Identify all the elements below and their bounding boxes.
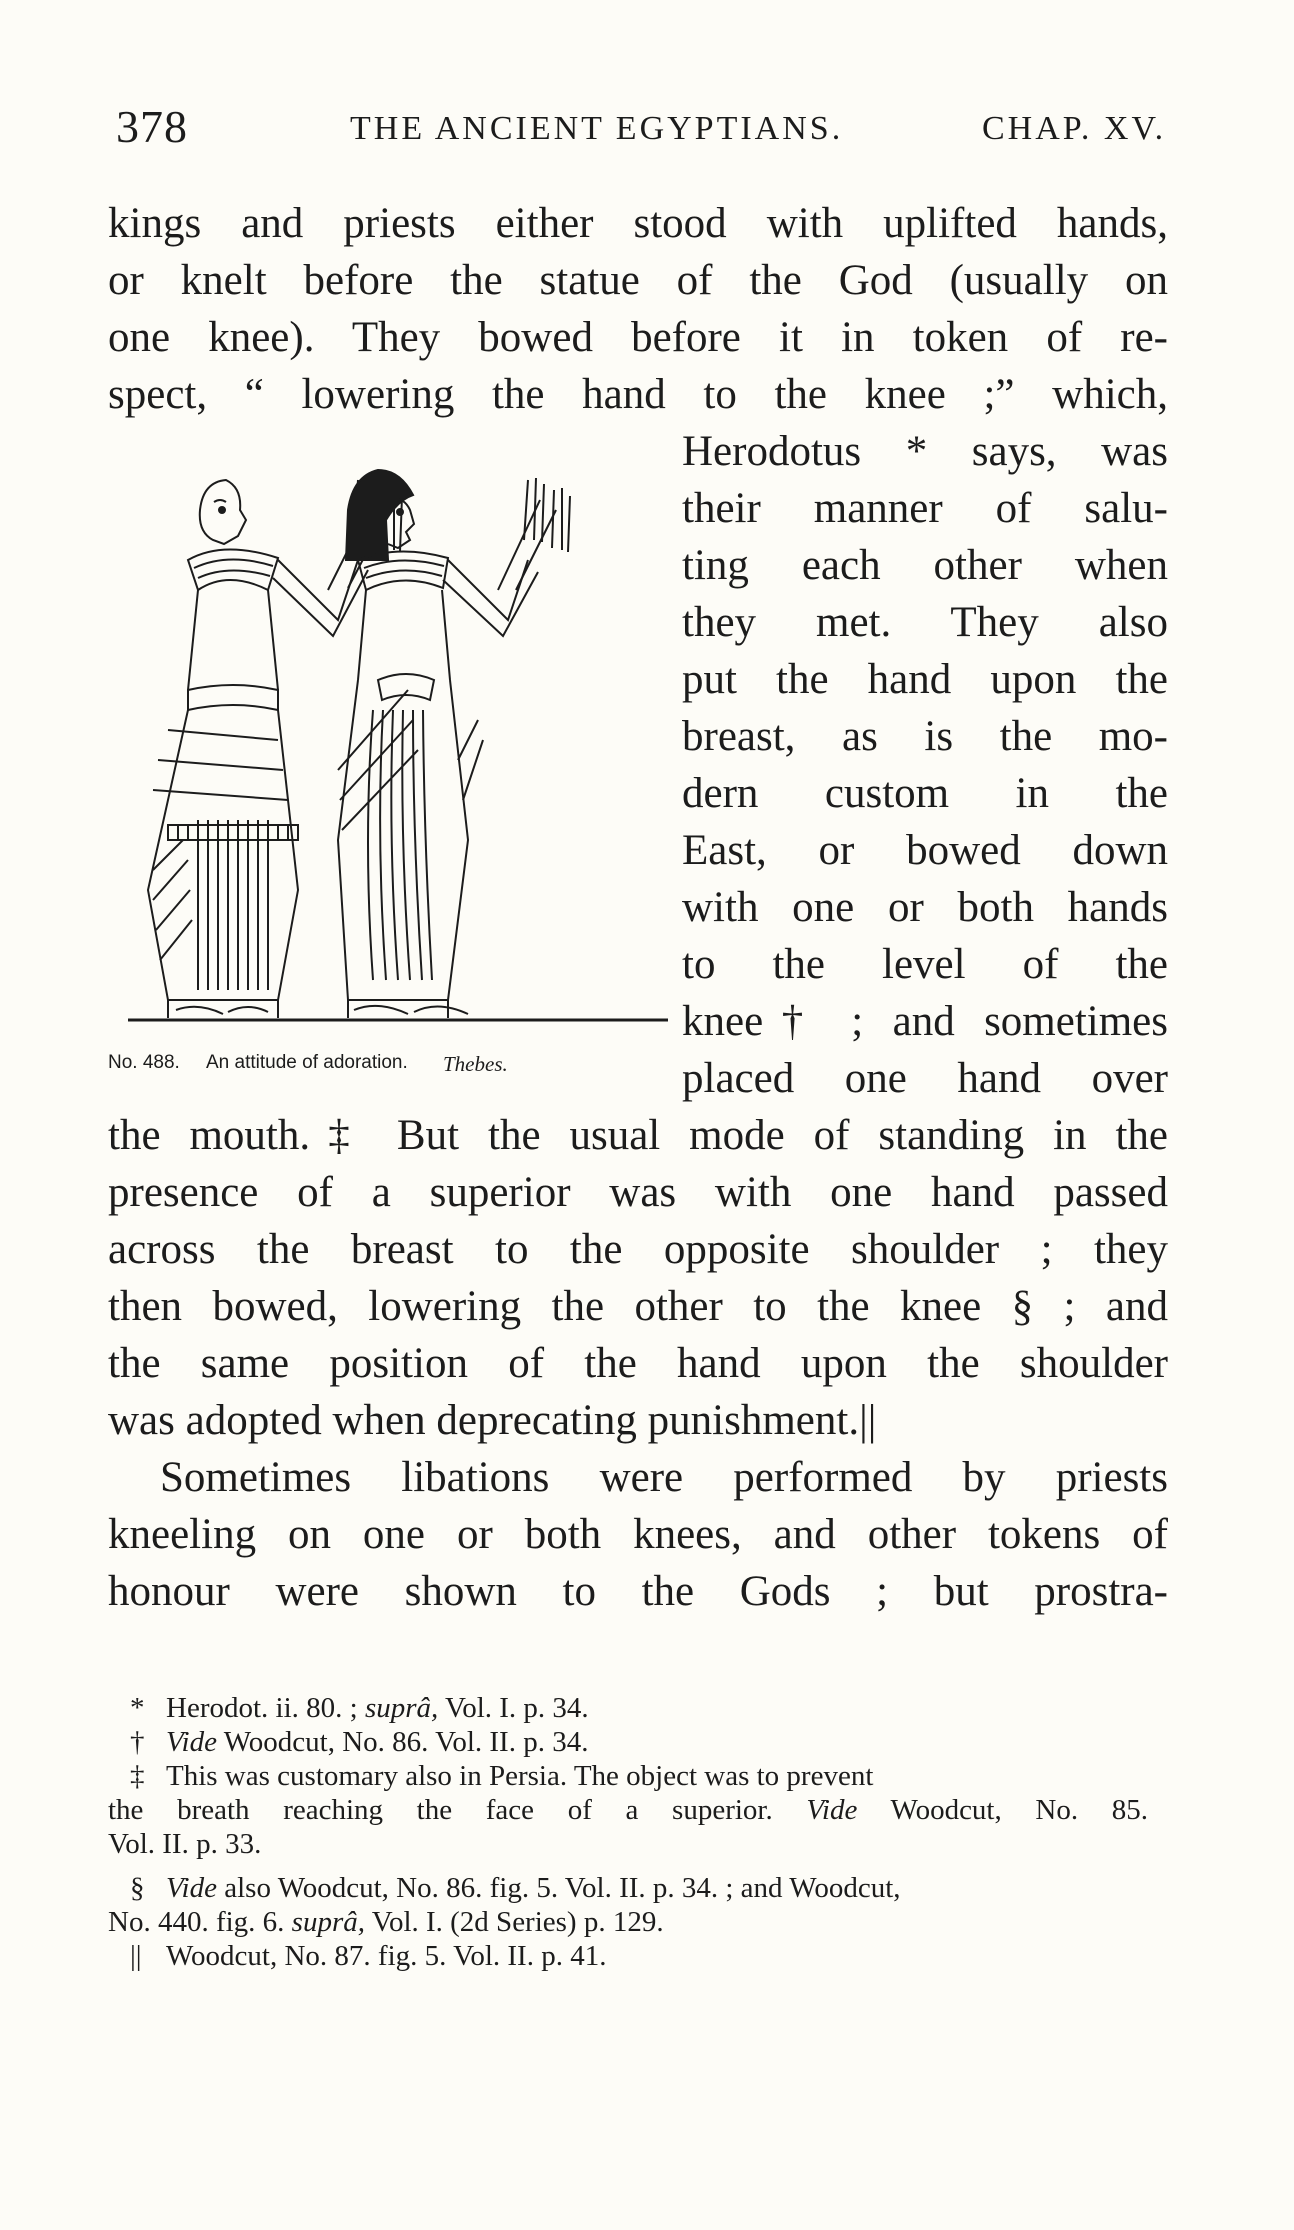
text-line: then bowed, lowering the other to the knee § ; and bbox=[108, 1283, 1168, 1330]
footnote-1: * Herodot. ii. 80. ; suprâ, Vol. I. p. 34. bbox=[130, 1692, 589, 1724]
right-figure bbox=[338, 470, 570, 1018]
running-title: THE ANCIENT EGYPTIANS. bbox=[350, 110, 844, 147]
page-number: 378 bbox=[116, 101, 188, 152]
text-line: dern custom in the bbox=[682, 770, 1168, 817]
footnote-mark: || bbox=[130, 1940, 142, 1972]
footnote-mark: * bbox=[130, 1692, 145, 1724]
text-line: placed one hand over bbox=[682, 1055, 1168, 1102]
footnote-4: § Vide also Woodcut, No. 86. fig. 5. Vol. II. p. 34. ; and Woodcut, bbox=[130, 1872, 901, 1904]
text-line: kneeling on one or both knees, and other tokens of bbox=[108, 1511, 1168, 1558]
text-line: honour were shown to the Gods ; but prostra- bbox=[108, 1568, 1168, 1615]
text-line: presence of a superior was with one hand passed bbox=[108, 1169, 1168, 1216]
footnote-5: || Woodcut, No. 87. fig. 5. Vol. II. p. 41. bbox=[130, 1940, 607, 1972]
text-line: spect, “ lowering the hand to the knee ;” which, bbox=[108, 371, 1168, 418]
figure-number: No. 488. bbox=[108, 1052, 180, 1073]
text-line: with one or both hands bbox=[682, 884, 1168, 931]
figure-caption: An attitude of adoration. bbox=[206, 1052, 408, 1073]
text-line: was adopted when deprecating punishment.|| bbox=[108, 1397, 877, 1444]
footnote-mark: † bbox=[130, 1726, 145, 1758]
text-line: one knee). They bowed before it in token of re- bbox=[108, 314, 1168, 361]
text-line: they met. They also bbox=[682, 599, 1168, 646]
chapter-label: CHAP. XV. bbox=[982, 110, 1167, 147]
adoration-woodcut-illustration bbox=[128, 440, 688, 1025]
footnote-mark: ‡ bbox=[130, 1760, 145, 1792]
footnote-mark: § bbox=[130, 1872, 145, 1904]
text-line: kings and priests either stood with uplifted hands, bbox=[108, 200, 1168, 247]
text-line: put the hand upon the bbox=[682, 656, 1168, 703]
text-line: the mouth.‡ But the usual mode of standing in the bbox=[108, 1112, 1168, 1159]
figure-place: Thebes. bbox=[443, 1052, 508, 1076]
text-line: breast, as is the mo- bbox=[682, 713, 1168, 760]
footnote-3-continued: the breath reaching the face of a superior. Vide Woodcut, No. 85. bbox=[108, 1794, 1148, 1826]
text-line: or knelt before the statue of the God (usually on bbox=[108, 257, 1168, 304]
footnote-3-end: Vol. II. p. 33. bbox=[108, 1828, 262, 1860]
text-line: the same position of the hand upon the shoulder bbox=[108, 1340, 1168, 1387]
footnote-3: ‡ This was customary also in Persia. The object was to prevent bbox=[130, 1760, 874, 1792]
running-header bbox=[0, 100, 1294, 160]
woodcut-figure bbox=[128, 440, 688, 1025]
text-line: Sometimes libations were performed by priests bbox=[160, 1454, 1168, 1501]
text-line: to the level of the bbox=[682, 941, 1168, 988]
text-line: across the breast to the opposite shoulder ; they bbox=[108, 1226, 1168, 1273]
text-line: their manner of salu- bbox=[682, 485, 1168, 532]
text-line: knee† ; and sometimes bbox=[682, 998, 1168, 1045]
text-line: ting each other when bbox=[682, 542, 1168, 589]
footnote-2: † Vide Woodcut, No. 86. Vol. II. p. 34. bbox=[130, 1726, 589, 1758]
text-line: Herodotus * says, was bbox=[682, 428, 1168, 475]
footnote-4-continued: No. 440. fig. 6. suprâ, Vol. I. (2d Series) p. 129. bbox=[108, 1906, 664, 1938]
text-line: East, or bowed down bbox=[682, 827, 1168, 874]
